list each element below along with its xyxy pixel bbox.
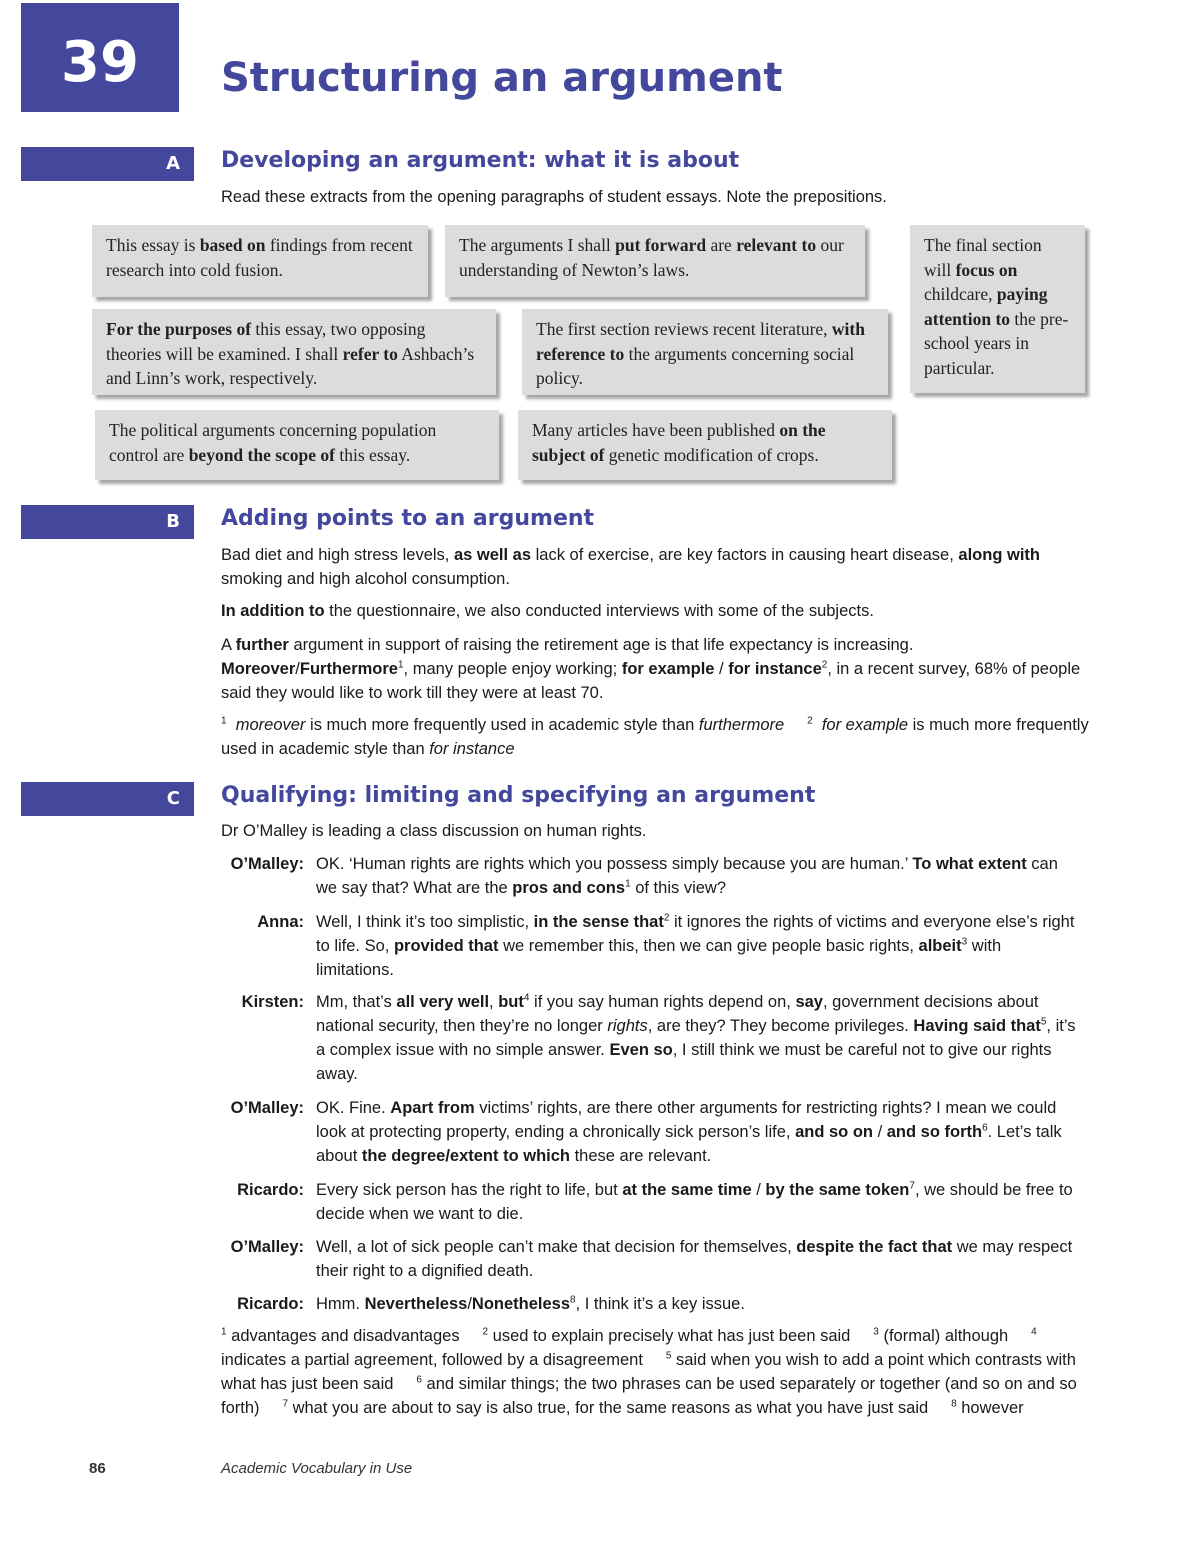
- speaker-label: O’Malley:: [230, 855, 304, 873]
- book-title: Academic Vocabulary in Use: [221, 1460, 413, 1477]
- page-title: Structuring an argument: [221, 55, 783, 101]
- speaker-label: Kirsten:: [241, 993, 304, 1011]
- extract-card: For the purposes of this essay, two opposing theories will be examined. I shall refer to Ashbach’s and Linn’s work, respectively.: [92, 309, 496, 395]
- dialogue-line: Well, a lot of sick people can’t make that decision for themselves, despite the fact that we may respect their right to a dignified death.: [316, 1238, 1073, 1280]
- extract-card: The political arguments concerning population control are beyond the scope of this essay.: [95, 410, 499, 480]
- extract-card: The first section reviews recent literature, with reference to the arguments concerning social policy.: [522, 309, 888, 395]
- extract-card: The arguments I shall put forward are relevant to our understanding of Newton’s laws.: [445, 225, 865, 297]
- section-c-marker: C: [21, 782, 194, 816]
- speaker-label: O’Malley:: [230, 1099, 304, 1117]
- footnotes: $^1$ advantages and disadvantages $^2$ used to explain precisely what has just been said $^3$ (formal) although $^4$ indicates a partial agreement, followed by a disagreement $^5$ said when you wish to add a point which contrasts with what has just been said $^6$ and similar things; the two phrases can be used separately or together (and so on and so forth) $^7$ what you are about to say is also true, for the same reasons as what you have just said $^8$ however: [221, 1326, 1077, 1417]
- extract-card: This essay is based on findings from recent research into cold fusion.: [92, 225, 428, 297]
- dialogue-line: Every sick person has the right to life, but at the same time / by the same token$^7$, we should be free to decide when we want to die.: [316, 1180, 1073, 1223]
- dialogue-line: Hmm. Nevertheless/Nonetheless$^8$, I think it’s a key issue.: [316, 1294, 745, 1313]
- footnotes: $^1$ moreover is much more frequently used in academic style than furthermore $^2$ for example is much more frequently used in academic style than for instance: [221, 715, 1089, 758]
- extract-card: The final section will focus on childcare, paying attention to the pre-school years in particular.: [910, 225, 1085, 393]
- example-paragraph: A further argument in support of raising the retirement age is that life expectancy is increasing. Moreover/Furthermore$^1$, many people enjoy working; for example / for instance$^2$, in a recent survey, 68% of people said they would like to work till they were at least 70.: [221, 636, 1081, 702]
- speaker-label: Anna:: [257, 913, 304, 931]
- speaker-label: Ricardo:: [237, 1181, 304, 1199]
- extract-card: Many articles have been published on the subject of genetic modification of crops.: [518, 410, 892, 480]
- speaker-label: O’Malley:: [230, 1238, 304, 1256]
- section-c-heading: Qualifying: limiting and specifying an argument: [221, 783, 816, 808]
- unit-number-box: 39: [21, 3, 179, 112]
- section-b-heading: Adding points to an argument: [221, 506, 595, 531]
- dialogue-line: OK. Fine. Apart from victims’ rights, are there other arguments for restricting rights? I mean we could look at protecting property, ending a chronically sick person’s life, and so on / and so forth$^6$. Let’s talk about the degree/extent to which these are relevant.: [316, 1099, 1062, 1165]
- section-b-marker: B: [21, 505, 194, 539]
- dialogue-line: Well, I think it’s too simplistic, in the sense that$^2$ it ignores the rights of victims and everyone else’s right to life. So, provided that we remember this, then we can give people basic rights, albeit$^3$ with limitations.: [316, 912, 1075, 979]
- page-number: 86: [89, 1460, 106, 1477]
- dialogue-line: OK. ‘Human rights are rights which you possess simply because you are human.’ To what extent can we say that? What are the pros and cons$^1$ of this view?: [316, 855, 1058, 897]
- section-a-heading: Developing an argument: what it is about: [221, 148, 740, 173]
- section-c-intro: Dr O’Malley is leading a class discussion on human rights.: [221, 822, 647, 840]
- speaker-label: Ricardo:: [237, 1295, 304, 1313]
- dialogue-line: Mm, that’s all very well, but$^4$ if you say human rights depend on, say, government decisions about national security, then they’re no longer rights, are they? They become privileges. Having said that$^5$, it’s a complex issue with no simple answer. Even so, I still think we must be careful not to give our rights away.: [316, 992, 1076, 1083]
- example-paragraph: Bad diet and high stress levels, as well as lack of exercise, are key factors in causing heart disease, along with smoking and high alcohol consumption.: [221, 546, 1040, 588]
- example-paragraph: In addition to the questionnaire, we also conducted interviews with some of the subjects.: [221, 602, 874, 620]
- section-a-intro: Read these extracts from the opening paragraphs of student essays. Note the prepositions.: [221, 188, 887, 206]
- section-a-marker: A: [21, 147, 194, 181]
